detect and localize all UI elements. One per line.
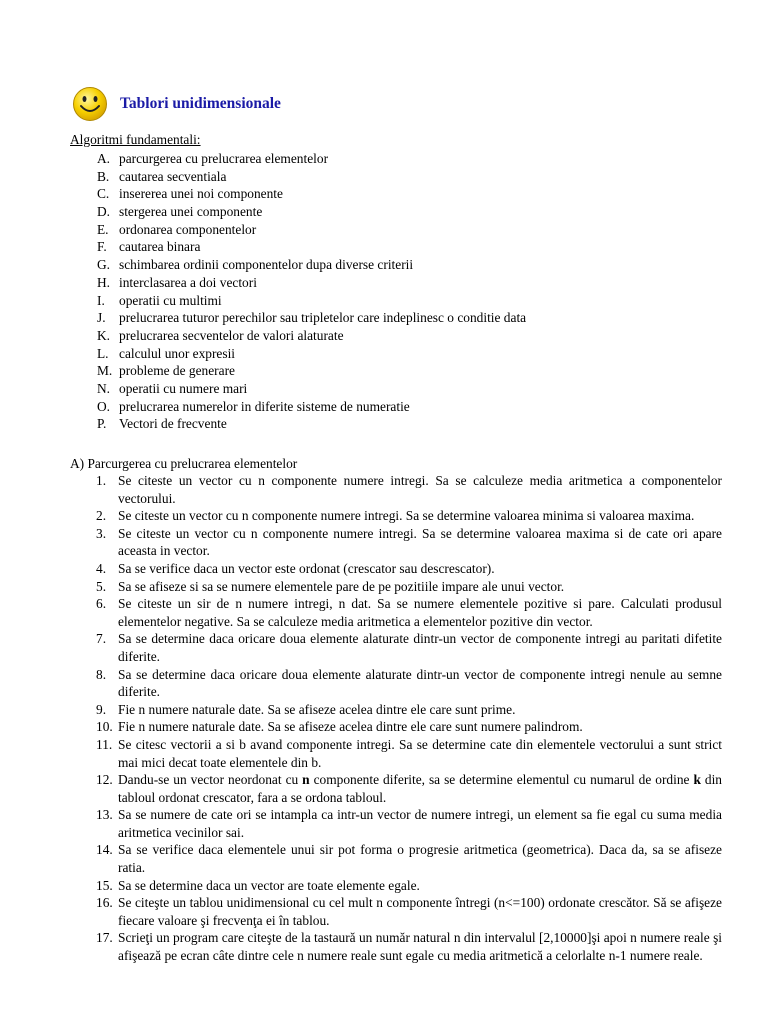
list-item xyxy=(97,415,526,433)
problem-number: 5. xyxy=(96,578,107,594)
problem-text: Sa se afiseze si sa se numere elementele pare de pe pozitiile impare ale unui vector. xyxy=(118,578,565,594)
section-a-heading: A) Parcurgerea cu prelucrarea elementelor xyxy=(70,456,298,471)
problem-number: 3. xyxy=(96,525,107,541)
list-item xyxy=(97,380,526,398)
list-item xyxy=(97,362,526,380)
problem-item xyxy=(96,701,722,719)
problem-text: Fie n numere naturale date. Sa se afiseze acelea dintre ele care sunt prime. xyxy=(118,701,516,717)
problem-text: Sa se verifice daca elementele unui sir pot forma o progresie aritmetica (geometrica). Daca da, sa se afiseze ratia. xyxy=(118,842,722,876)
list-item-text: schimbarea ordinii componentelor dupa diverse criterii xyxy=(119,257,414,273)
problem-number: 10. xyxy=(96,719,113,735)
problem-item xyxy=(96,507,722,525)
list-item-letter: N. xyxy=(97,380,111,396)
list-item-text: prelucrarea secventelor de valori alaturate xyxy=(119,327,344,343)
problem-text-part: din tabloul ordonat crescator, fara a se ordona tabloul. xyxy=(118,772,722,805)
list-item xyxy=(97,238,526,256)
problem-text: Se citeşte un tablou unidimensional cu cel mult n componente întregi (n<=100) ordonate crescător. Să se afişeze fiecare valoare şi frecvenţa ei în tablou. xyxy=(118,895,722,928)
problem-number: 13. xyxy=(96,807,113,823)
list-item-text: probleme de generare xyxy=(119,363,235,379)
list-item-letter: M. xyxy=(97,363,113,379)
smiley-icon xyxy=(72,86,108,122)
list-item-text: ordonarea componentelor xyxy=(119,221,257,237)
problem-number: 1. xyxy=(96,473,107,488)
problem-item xyxy=(96,877,722,895)
list-item xyxy=(97,168,526,186)
list-item xyxy=(97,150,526,168)
page-title: Tablori unidimensionale xyxy=(120,95,281,112)
problem-text: Scrieţi un program care citeşte de la tastaură un număr natural n din intervalul [2,10000]şi apoi n numere reale şi afişează pe ecran câte dintre cele n numere reale sunt egale cu media aritmetică a celorlalte n-1 numere reale. xyxy=(118,930,722,964)
list-item xyxy=(97,327,526,345)
list-item xyxy=(97,345,526,363)
problem-text: Se citeste un sir de n numere intregi, n dat. Sa se numere elementele pozitive si pare. Calculati produsul elementelor negative. Sa se calculeze media aritmetica a elementelor pozitive din vector. xyxy=(118,596,722,629)
algorithms-list xyxy=(97,150,526,433)
list-item xyxy=(97,398,526,416)
list-item-letter: F. xyxy=(97,239,107,255)
problem-text xyxy=(118,771,722,806)
list-item-letter: B. xyxy=(97,168,110,184)
list-item-letter: O. xyxy=(97,398,111,414)
problem-item xyxy=(96,806,722,841)
list-item xyxy=(97,274,526,292)
problem-item xyxy=(96,736,722,771)
list-item-text: cautarea binara xyxy=(119,239,201,255)
list-item-letter: K. xyxy=(97,327,111,343)
problem-text: Se citeste un vector cu n componente numere intregi. Sa se determine valoarea minima si valoarea maxima. xyxy=(118,508,695,524)
problem-text: Sa se determine daca oricare doua elemente alaturate dintr-un vector de componente intregi au paritati difetite diferite. xyxy=(118,631,722,664)
algorithms-heading: Algoritmi fundamentali: xyxy=(70,132,201,147)
problem-number: 7. xyxy=(96,631,107,647)
list-item xyxy=(97,292,526,310)
list-item-text: interclasarea a doi vectori xyxy=(119,274,257,290)
problem-number: 16. xyxy=(96,895,113,911)
problem-text: Se citeste un vector cu n componente numere intregi. Sa se determine valoarea maxima si de cate ori apare aceasta in vector. xyxy=(118,525,722,559)
list-item-letter: L. xyxy=(97,345,109,361)
problem-item xyxy=(96,578,722,596)
problem-number: 14. xyxy=(96,842,113,858)
problem-item xyxy=(96,595,722,630)
list-item xyxy=(97,256,526,274)
list-item-text: parcurgerea cu prelucrarea elementelor xyxy=(119,151,329,166)
list-item-letter: A. xyxy=(97,151,111,166)
problem-number: 4. xyxy=(96,560,107,576)
list-item-letter: D. xyxy=(97,204,111,220)
list-item xyxy=(97,221,526,239)
problem-text: Se citesc vectorii a si b avand componente intregi. Sa se determine cate din elementele vectorului a sunt strict mai mici decat toate elementele din b. xyxy=(118,736,722,770)
list-item xyxy=(97,203,526,221)
problem-text: Sa se determine daca oricare doua elemente alaturate dintr-un vector de componente intregi nenule au semne diferite. xyxy=(118,666,722,700)
problem-number: 11. xyxy=(96,736,113,752)
problem-item xyxy=(96,472,722,507)
problem-item xyxy=(96,718,722,736)
problem-text: Se citeste un vector cu n componente numere intregi. Sa se calculeze media aritmetica a componentelor vectorului. xyxy=(118,473,722,506)
problem-number: 17. xyxy=(96,930,113,946)
list-item-letter: H. xyxy=(97,274,111,290)
list-item-text: insererea unei noi componente xyxy=(119,186,283,202)
bold-variable: n xyxy=(302,772,310,788)
problem-item xyxy=(96,771,722,806)
problem-number: 12. xyxy=(96,772,113,788)
list-item-text: prelucrarea tuturor perechilor sau tripletelor care indeplinesc o conditie data xyxy=(119,310,527,326)
list-item-letter: J. xyxy=(97,310,106,326)
problem-number: 15. xyxy=(96,877,113,893)
problem-text: Fie n numere naturale date. Sa se afiseze acelea dintre ele care sunt numere palindrom. xyxy=(118,719,583,735)
problem-text-part: Dandu-se un vector neordonat cu xyxy=(118,772,303,788)
problem-text: Sa se verifice daca un vector este ordonat (crescator sau descrescator). xyxy=(118,560,495,576)
list-item-letter: C. xyxy=(97,186,110,202)
problem-number: 8. xyxy=(96,666,107,682)
list-item-letter: P. xyxy=(97,416,107,432)
problem-item xyxy=(96,630,722,665)
list-item-text: operatii cu multimi xyxy=(119,292,222,308)
list-item-text: Vectori de frecvente xyxy=(119,416,227,432)
problem-item xyxy=(96,894,722,929)
problem-text: Sa se numere de cate ori se intampla ca intr-un vector de numere intregi, un element sa fie egal cu suma media aritmetica vecinilor sai. xyxy=(118,807,722,840)
problems-list xyxy=(96,472,722,965)
list-item-letter: E. xyxy=(97,221,109,237)
list-item-text: calculul unor expresii xyxy=(119,345,236,361)
list-item-text: prelucrarea numerelor in diferite sisteme de numeratie xyxy=(119,398,410,414)
list-item-text: stergerea unei componente xyxy=(119,204,263,220)
problem-item xyxy=(96,525,722,560)
list-item-text: cautarea secventiala xyxy=(119,168,227,184)
list-item xyxy=(97,185,526,203)
list-item-text: operatii cu numere mari xyxy=(119,380,248,396)
list-item-letter: I. xyxy=(97,292,105,308)
problem-text: Sa se determine daca un vector are toate elemente egale. xyxy=(118,877,420,893)
list-item xyxy=(97,309,526,327)
problem-item xyxy=(96,841,722,876)
problem-item xyxy=(96,929,722,964)
problem-item xyxy=(96,560,722,578)
title-row xyxy=(72,86,281,122)
problem-number: 2. xyxy=(96,508,107,524)
problem-text-part: componente diferite, sa se determine elementul cu numarul de ordine xyxy=(309,772,694,788)
problem-number: 6. xyxy=(96,596,107,612)
bold-variable: k xyxy=(693,772,701,788)
problem-item xyxy=(96,666,722,701)
list-item-letter: G. xyxy=(97,257,111,273)
problem-number: 9. xyxy=(96,701,107,717)
